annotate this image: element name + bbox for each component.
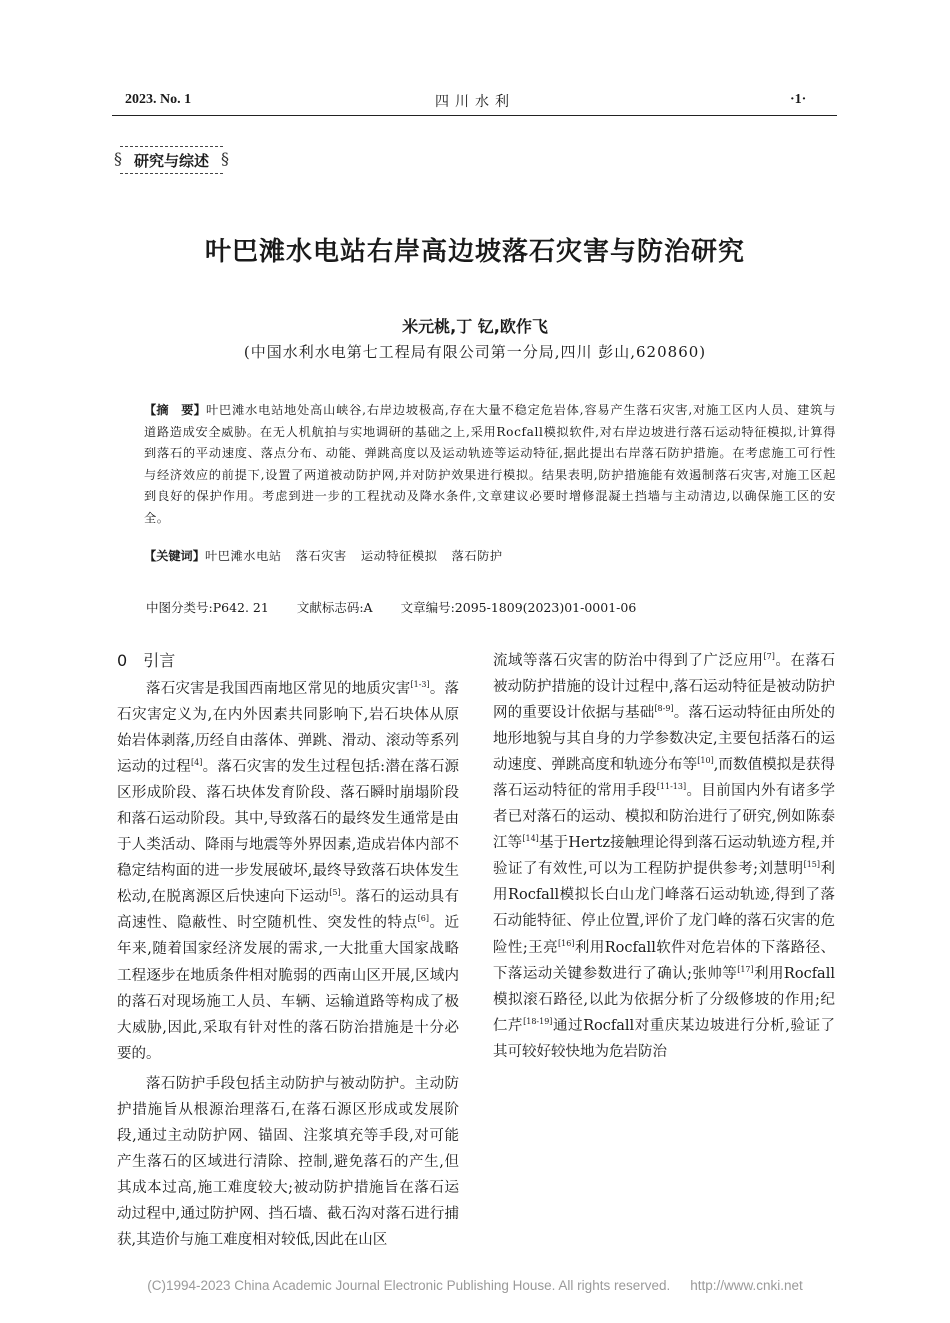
- text-run: 。目前国内外: [686, 783, 776, 800]
- section-heading: [117, 648, 459, 674]
- section-title: 引言: [143, 651, 176, 670]
- text-run: 落石防护手段包括主动防护与被动防护。主动防护措施旨从根源治理落石,在落石源区形成或发展阶段,通过主动防护网、锚固、注浆填充等手段,对可能产生落石的区域进行清除、控制,避免落石的产生,但其成本过高,施工难度较大;被动防护措施旨在落石运动过程中,通过防护网、挡石墙、截石沟对落石进行捕获,其造价与施工难度相对较低,因此在山区: [117, 1075, 459, 1248]
- text-run: 利用Rocfal: [574, 939, 652, 956]
- page-number: ·1·: [790, 92, 807, 107]
- abstract-label: 【摘 要】: [144, 403, 207, 417]
- text-run: fall模拟滚石路径,以此为依据分析了分级修坡的作用;纪仁芹: [493, 965, 835, 1034]
- citation: [11-13]: [656, 782, 687, 792]
- text-run: fall对重庆某边坡进行分析,验证了其可较好较快地为危岩防治: [493, 1017, 835, 1060]
- text-run: l软件对危岩体的下落路径、下落运动关键参数进行了确认;张帅等: [493, 939, 835, 982]
- classification-info: [146, 598, 664, 616]
- text-run: 。在落: [774, 653, 821, 669]
- keyword: 落石灾害: [295, 549, 347, 563]
- keyword: 落石防护: [451, 549, 503, 563]
- text-run: 得落石运动特征的常用手段: [493, 757, 836, 800]
- citation: [10]: [697, 756, 714, 766]
- text-run: ,而数值模拟是获: [713, 757, 821, 774]
- paragraph-2-continued: [493, 648, 835, 1065]
- text-run: 石被动防护措施的设计过程中,落石运动特征是被动防护网的重要设计依据与基础: [493, 653, 836, 722]
- header-rule: [112, 115, 837, 116]
- text-run: 落石灾害是我国西南地区常见的地质灾害: [146, 681, 411, 697]
- copyright-notice: (C)1994-2023 China Academic Journal Electronic Publishing House. All rights reserved.: [147, 1278, 671, 1293]
- text-run: 流域等落石灾害的防治中得到了广泛应用: [493, 653, 764, 669]
- citation: [4]: [190, 758, 203, 768]
- text-run: 由所处的地形地貌与其自身的力学参数决定,主要包括落石的运动速度、弹跳高度和轨迹分布等: [493, 705, 836, 774]
- paper-title: 叶巴滩水电站右岸高边坡落石灾害与防治研究: [204, 237, 745, 267]
- keyword: 运动特征模拟: [360, 549, 438, 563]
- keywords: [144, 546, 836, 568]
- right-column: [493, 648, 835, 1065]
- citation: [8-9]: [654, 704, 674, 714]
- text-run: 基于H: [538, 835, 581, 852]
- keywords-label: 【关键词】: [144, 549, 205, 563]
- abstract: [144, 400, 836, 529]
- citation: [18-19]: [523, 1016, 553, 1026]
- text-run: 有诸多学者已对落石的运动、模拟和防治进行了研究,例如陈泰江等: [493, 783, 836, 852]
- text-run: 。近年来,随着国家经济发展的需求,一大批重大国家战略工程逐步在地质条件相对脆弱的西南山区开展,区域内的落石对现场施工人员、车辆、运输道路等构成了极大威胁,因此,采取有针对性的落石防治措施是十分必要的。: [117, 915, 460, 1062]
- citation: [7]: [763, 652, 775, 661]
- paragraph-2: [117, 1071, 459, 1253]
- authors: 米元桃,丁 钇,欧作飞: [402, 317, 548, 336]
- text-run: 。落石灾害定义为,在内外因素共同影响下,岩石块体从原始岩体剥落,历经自由落体、弹跳、滑动、滚动等系列运动的过程: [117, 681, 460, 776]
- citation: [15]: [803, 860, 820, 870]
- affiliation: (中国水利水电第七工程局有限公司第一分局,四川 彭山,620860): [243, 343, 707, 361]
- section-tag-label: 研究与综述: [133, 152, 209, 170]
- abstract-text: 叶巴滩水电站地处高山峡谷,右岸边坡极高,存在大量不稳定危岩体,容易产生落石灾害,对施工区内人员、建筑与道路造成安全威胁。在无人机航拍与实地调研的基础之上,采用Rocfall模拟软件,对右岸边坡进行落石运动特征模拟,计算得到落石的平动速度、落点分布、动能、弹跳高度以及运动轨迹等运动特征,据此提出右岸落石防护措施。在考虑施工可行性与经济效应的前提下,设置了两道被动防护网,并对防护效果进行模拟。结果表明,防护措施能有效遏制落石灾害,对施工区起到良好的保护作用。考虑到进一步的工程扰动及降水条件,文章建议必要时增修混凝土挡墙与主动清边,以确保施工区的安全。: [144, 403, 836, 525]
- section-number: 0: [117, 651, 128, 670]
- document-code: 文献标志码:A: [296, 600, 373, 615]
- text-run: 。落石的运动具有高速性、隐蔽性、时空随机性、突发性的特点: [117, 889, 460, 932]
- wave-right-icon: §: [221, 149, 229, 168]
- text-run: 。落石灾害的发生过程包括:潜在落石源区形成阶段、落石块体发育阶段、落石瞬时崩塌阶段和落石运动阶段。其中,导致落石的最终发生通常是由于人类活动、降雨与地震等外界因素,造成岩体内部不稳定结构面的进一步发展破坏,最终导致落石块体发生松动,在脱离源区后快速向下运动: [117, 759, 460, 906]
- left-column: [117, 648, 459, 1253]
- citation: [5]: [329, 888, 341, 898]
- text-run: ertz接触理论得到落石运动轨迹方程,并验证了有效性,可以为工程防护提供参考;刘慧明: [493, 835, 836, 878]
- section-tag: [114, 146, 229, 174]
- citation: [16]: [558, 938, 575, 948]
- text-run: ocfall模拟长白山龙门峰落石运动轨迹,得到了落石动能特征、停止位置,评价了龙门峰的落石灾害的危险性;王亮: [493, 887, 835, 956]
- footer: [0, 1278, 950, 1293]
- cnki-link[interactable]: http://www.cnki.net: [690, 1278, 803, 1293]
- citation: [1-3]: [410, 680, 430, 689]
- citation: [6]: [417, 914, 429, 924]
- text-run: 利用R: [493, 861, 836, 904]
- citation: [14]: [522, 834, 539, 844]
- article-number: 文章编号:2095-1809(2023)01-0001-06: [400, 600, 637, 615]
- keyword: 叶巴滩水电站: [204, 549, 282, 563]
- citation: [17]: [737, 964, 754, 974]
- text-run: 利用Roc: [753, 965, 812, 982]
- paragraph-1: [117, 676, 459, 1067]
- text-run: 。落石运动特征: [673, 705, 777, 722]
- clc-number: 中图分类号:P642. 21: [146, 600, 269, 615]
- journal-name: 四川水利: [435, 94, 515, 110]
- wave-left-icon: §: [114, 149, 122, 168]
- text-run: 通过Roc: [552, 1017, 611, 1034]
- issue-number: 2023. No. 1: [125, 92, 192, 107]
